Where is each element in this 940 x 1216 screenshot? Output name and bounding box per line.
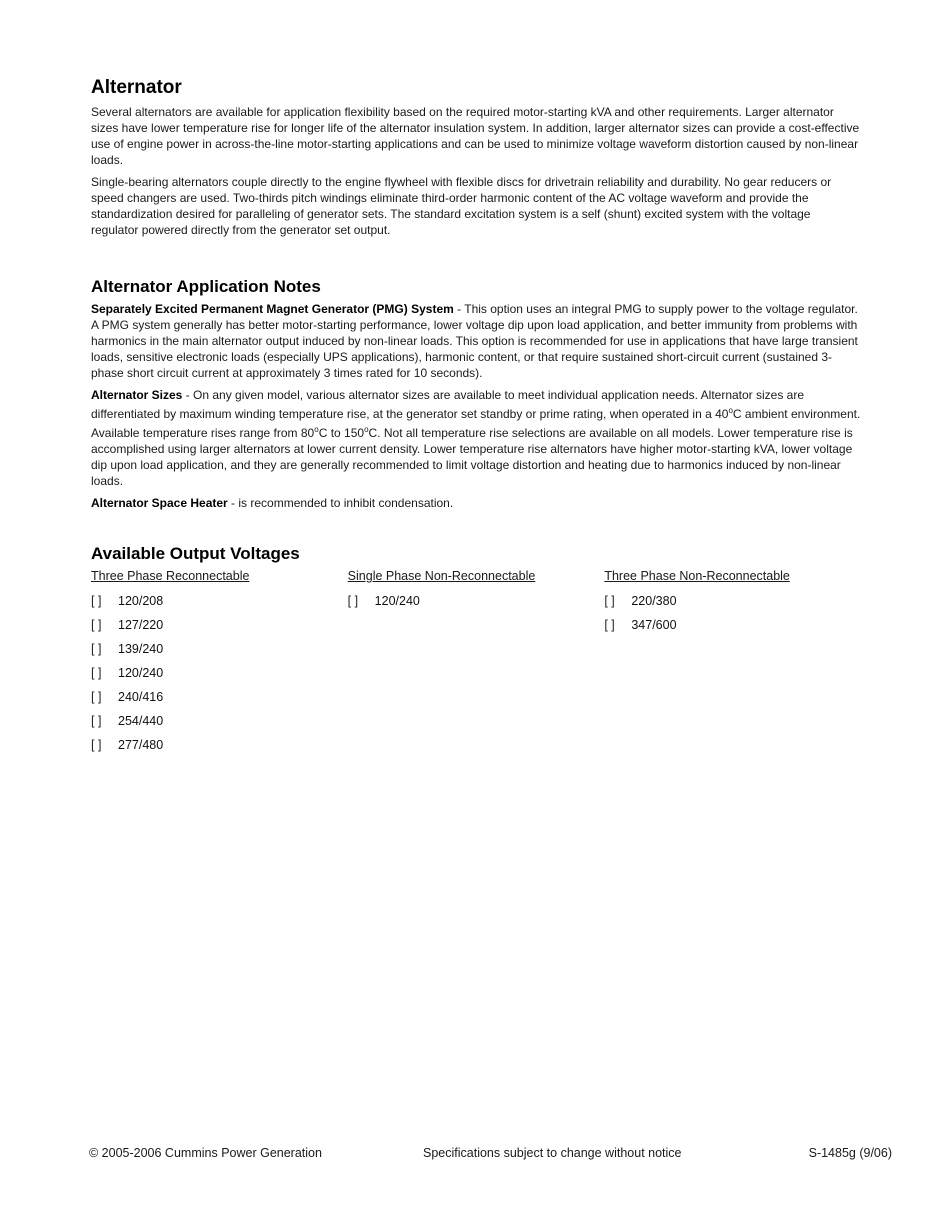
application-notes-section (91, 276, 861, 511)
heater-note-title: Alternator Space Heater (91, 496, 228, 510)
voltage-value: 139/240 (118, 642, 164, 656)
voltage-value: 120/240 (118, 666, 164, 680)
voltage-option[interactable] (91, 637, 348, 661)
degree-symbol: o (728, 406, 733, 415)
sizes-note-text-2: C ambient environment. Available temperature rises range from 80 (91, 407, 861, 440)
voltage-column (91, 568, 348, 757)
voltage-checkbox[interactable]: [ ] (91, 714, 102, 728)
voltage-option[interactable] (91, 685, 348, 709)
voltage-option[interactable] (91, 733, 348, 757)
voltage-option[interactable] (348, 589, 605, 613)
sizes-note-title: Alternator Sizes (91, 388, 183, 402)
pmg-note (91, 301, 861, 381)
footer-document-id: S-1485g (9/06) (808, 1146, 892, 1160)
alternator-heading: Alternator (91, 77, 182, 98)
voltage-checkbox[interactable]: [ ] (91, 738, 102, 752)
degree-symbol: o (364, 425, 369, 434)
sizes-note-text-4: C. Not all temperature rise selections are available on all models. Lower temperature rise is accomplished using larger alternators at lower current density. Lower temperature rise alternators have higher motor-starting kVA, lower voltage dip upon load application, and they are generally recommended to limit voltage distortion and heating due to harmonics induced by non-linear loads. (91, 426, 853, 488)
voltage-checkbox[interactable]: [ ] (604, 594, 615, 608)
voltage-value: 220/380 (631, 594, 677, 608)
voltage-value: 277/480 (118, 738, 164, 752)
voltage-option[interactable] (604, 613, 861, 637)
heater-note (91, 495, 861, 511)
voltage-column-heading: Three Phase Non-Reconnectable (604, 569, 790, 583)
voltage-column (348, 568, 605, 757)
voltage-checkbox[interactable]: [ ] (91, 666, 102, 680)
footer-copyright: © 2005-2006 Cummins Power Generation (89, 1146, 322, 1160)
voltage-checkbox[interactable]: [ ] (91, 618, 102, 632)
voltage-column-heading: Single Phase Non-Reconnectable (347, 569, 536, 583)
voltage-option[interactable] (91, 709, 348, 733)
output-voltages-section (91, 543, 861, 757)
voltage-checkbox[interactable]: [ ] (347, 594, 359, 608)
alternator-paragraph-2: Single-bearing alternators couple directly to the engine flywheel with flexible discs for drivetrain reliability and durability. No gear reducers or speed changers are used. Two-thirds pitch windings eliminate third-order harmonic content of the AC voltage waveform and provide the standardization desired for paralleling of generator sets. The standard excitation system is a self (shunt) excited system with the voltage regulator powered directly from the generator set output. (91, 175, 832, 237)
voltage-checkbox[interactable]: [ ] (604, 618, 615, 632)
voltage-checkbox[interactable]: [ ] (91, 690, 102, 704)
voltage-checkbox[interactable]: [ ] (91, 594, 102, 608)
voltage-column-heading: Three Phase Reconnectable (91, 569, 250, 583)
voltage-value: 120/240 (374, 594, 420, 608)
output-voltages-heading: Available Output Voltages (91, 544, 300, 563)
sizes-note (91, 387, 861, 489)
sizes-note-text-3: C to 150 (318, 426, 365, 440)
voltage-value: 347/600 (631, 618, 677, 632)
voltage-option[interactable] (91, 661, 348, 685)
pmg-note-title: Separately Excited Permanent Magnet Generator (PMG) System (91, 302, 454, 316)
degree-symbol: o (314, 425, 319, 434)
voltage-value: 120/208 (118, 594, 164, 608)
voltage-option[interactable] (91, 589, 348, 613)
application-notes-heading: Alternator Application Notes (91, 277, 321, 296)
voltage-value: 240/416 (118, 690, 164, 704)
document-page (91, 76, 861, 757)
pmg-note-text: - This option uses an integral PMG to supply power to the voltage regulator. A PMG system generally has better motor-starting performance, lower voltage dip upon load application, and better immunity from problems with harmonics in the main alternator output induced by non-linear loads. This option is recommended for use in applications that have large transient loads, sensitive electronic loads (especially UPS applications), harmonic content, or that require sustained short-circuit current (sustained 3-phase short circuit current at approximately 3 times rated for 10 seconds). (91, 302, 858, 380)
voltage-option[interactable] (604, 589, 861, 613)
voltage-column (604, 568, 861, 757)
voltage-value: 254/440 (118, 714, 164, 728)
voltage-value: 127/220 (118, 618, 164, 632)
alternator-section (91, 76, 861, 238)
heater-note-text: - is recommended to inhibit condensation. (227, 496, 454, 510)
voltage-option[interactable] (91, 613, 348, 637)
alternator-paragraph-1: Several alternators are available for application flexibility based on the required motor-starting kVA and other requirements. Larger alternator sizes have lower temperature rise for longer life of the alternator insulation system. In addition, larger alternator sizes can provide a cost-effective use of engine power in across-the-line motor-starting applications and can be used to minimize voltage waveform distortion caused by non-linear loads. (91, 105, 860, 167)
voltage-checkbox[interactable]: [ ] (91, 642, 102, 656)
voltage-columns (91, 568, 861, 757)
sizes-note-text-1: - On any given model, various alternator sizes are available to meet individual application needs. Alternator sizes are differentiated by maximum winding temperature rise, at the generator set standby or prime rating, when operated in a 40 (91, 388, 805, 421)
footer-notice: Specifications subject to change without notice (423, 1146, 682, 1160)
